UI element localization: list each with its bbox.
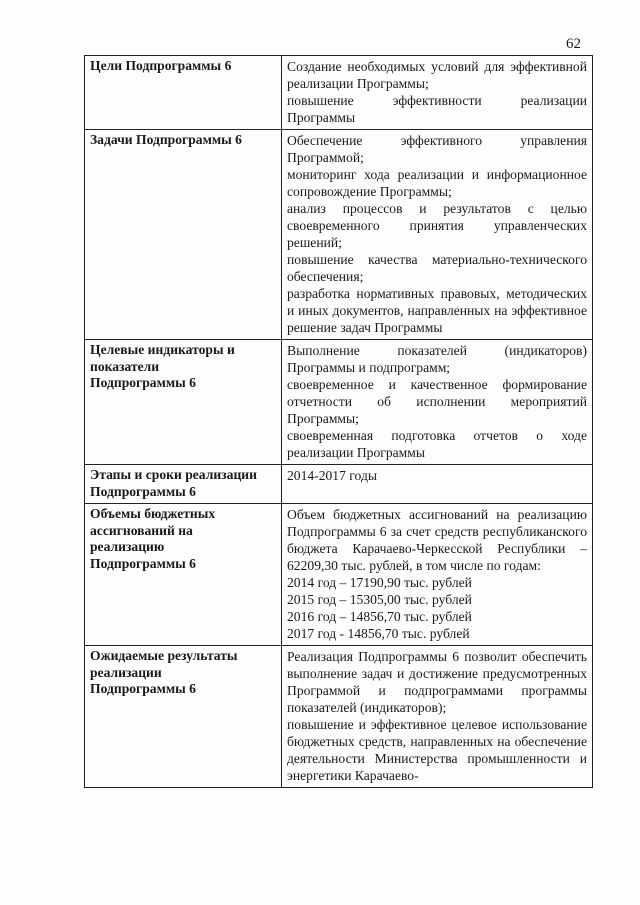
label-line: реализацию: [90, 539, 165, 554]
row-label-goals: [85, 56, 282, 130]
content-paragraph: Реализация Подпрограммы 6 позволит обеспечить выполнение задач и достижение предусмотренных Программой и подпрограммами программы показателей (индикаторов);: [287, 649, 587, 715]
content-paragraph: своевременная подготовка отчетов о ходе реализации Программы: [287, 428, 587, 460]
budget-year-line: 2014 год – 17190,90 тыс. рублей: [287, 575, 472, 590]
content-paragraph: Объем бюджетных ассигнований на реализацию Подпрограммы 6 за счет средств республиканского бюджета Карачаево-Черкесской Республики – 62209,30 тыс. рублей, в том числе по годам:: [287, 507, 587, 573]
content-paragraph: мониторинг хода реализации и информационное сопровождение Программы;: [287, 167, 587, 199]
row-content-expected-results: [282, 646, 593, 788]
row-label-budget: [85, 504, 282, 646]
label-line: Подпрограммы 6: [90, 681, 196, 696]
content-paragraph: Выполнение показателей (индикаторов) Программы и подпрограмм;: [287, 343, 587, 375]
row-content-stages: [282, 465, 593, 504]
table-row-expected-results: [85, 646, 593, 788]
content-paragraph: разработка нормативных правовых, методических и иных документов, направленных на эффективное решение задач Программы: [287, 286, 587, 335]
row-content-goals: [282, 56, 593, 130]
label-line: Подпрограммы 6: [90, 375, 196, 390]
row-content-budget: [282, 504, 593, 646]
row-label-expected-results: [85, 646, 282, 788]
label-line: Объемы бюджетных: [90, 506, 216, 521]
content-paragraph: Создание необходимых условий для эффективной реализации Программы;: [287, 59, 587, 91]
row-label-stages: [85, 465, 282, 504]
table-row-goals: [85, 56, 593, 130]
row-label-tasks: [85, 130, 282, 340]
budget-year-line: 2016 год – 14856,70 тыс. рублей: [287, 609, 472, 624]
content-paragraph: повышение качества материально-технического обеспечения;: [287, 252, 587, 284]
table-row-budget: [85, 504, 593, 646]
row-content-indicators: [282, 340, 593, 465]
content-paragraph: анализ процессов и результатов с целью своевременного принятия управленческих решений;: [287, 201, 587, 250]
content-paragraph: повышение эффективности реализации Программы: [287, 93, 587, 125]
content-paragraph: 2014-2017 годы: [287, 468, 377, 483]
label-line: Этапы и сроки реализации: [90, 467, 257, 482]
content-paragraph: повышение и эффективное целевое использование бюджетных средств, направленных на обеспечение деятельности Министерства промышленности и энергетики Карачаево-: [287, 717, 587, 783]
label-line: Подпрограммы 6: [90, 483, 196, 499]
label-line: Задачи Подпрограммы 6: [90, 132, 242, 147]
label-line: Подпрограммы 6: [90, 555, 196, 571]
content-paragraph: своевременное и качественное формирование отчетности об исполнении мероприятий Программы;: [287, 377, 587, 426]
subprogram-passport-table: [84, 55, 593, 788]
label-line: Целевые индикаторы и: [90, 342, 235, 357]
table-row-indicators: [85, 340, 593, 465]
content-paragraph: Обеспечение эффективного управления Программой;: [287, 133, 587, 165]
budget-year-line: 2015 год – 15305,00 тыс. рублей: [287, 592, 472, 607]
budget-year-line: 2017 год - 14856,70 тыс. рублей: [287, 626, 470, 641]
table-row-stages: [85, 465, 593, 504]
label-line: Ожидаемые результаты: [90, 648, 238, 663]
row-content-tasks: [282, 130, 593, 340]
label-line: показатели: [90, 358, 160, 374]
label-line: ассигнований на: [90, 522, 193, 538]
row-label-indicators: [85, 340, 282, 465]
label-line: реализации: [90, 664, 162, 680]
page-number: 62: [566, 36, 581, 52]
table-row-tasks: [85, 130, 593, 340]
label-line: Цели Подпрограммы 6: [90, 58, 232, 73]
